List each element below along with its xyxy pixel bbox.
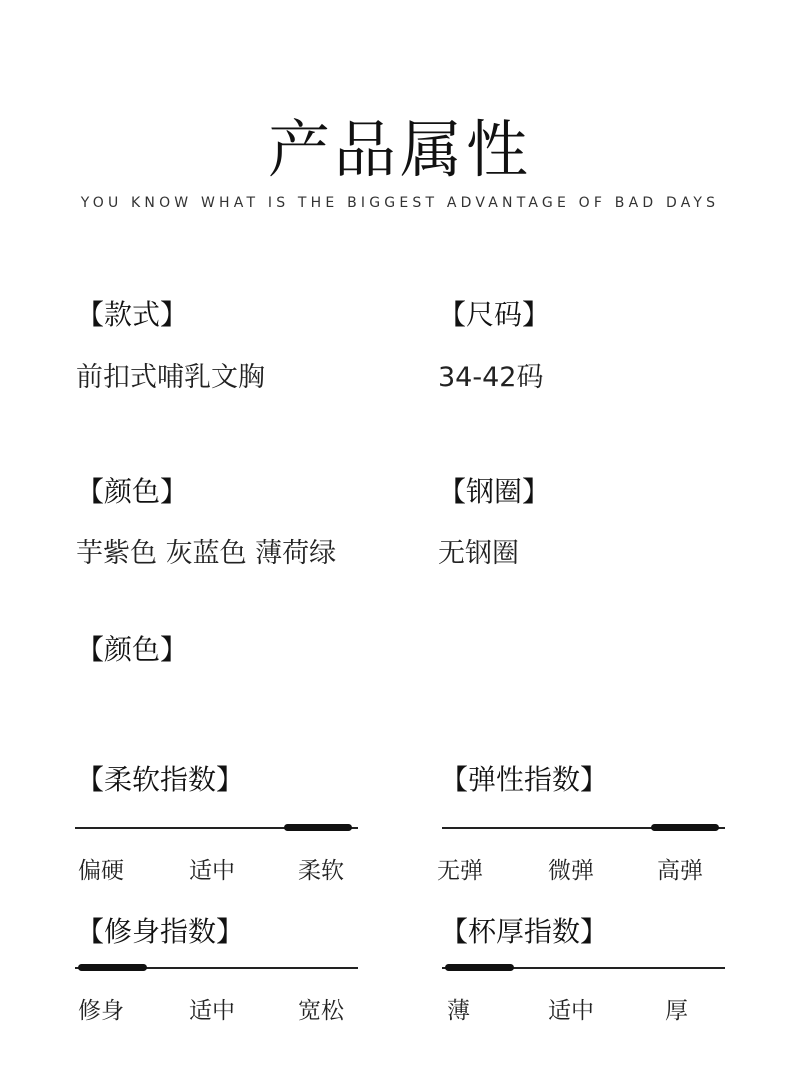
size-label: 【尺码】 xyxy=(438,298,551,331)
thickness-tick-high: 厚 xyxy=(665,998,688,1024)
fit-label: 【修身指数】 xyxy=(76,915,245,948)
fit-indicator xyxy=(78,964,147,971)
softness-tick-high: 柔软 xyxy=(298,858,344,884)
wire-label: 【钢圈】 xyxy=(438,475,551,508)
softness-tick-low: 偏硬 xyxy=(78,858,124,884)
thickness-tick-low: 薄 xyxy=(447,998,470,1024)
fit-tick-high: 宽松 xyxy=(298,998,344,1024)
softness-label: 【柔软指数】 xyxy=(76,763,245,796)
color-value: 芋紫色 灰蓝色 薄荷绿 xyxy=(76,538,337,569)
elasticity-tick-high: 高弹 xyxy=(657,858,703,884)
softness-tick-mid: 适中 xyxy=(189,858,235,884)
wire-value: 无钢圈 xyxy=(438,538,519,569)
thickness-indicator xyxy=(445,964,514,971)
fit-tick-low: 修身 xyxy=(78,998,124,1024)
color-label: 【颜色】 xyxy=(76,475,189,508)
style-value: 前扣式哺乳文胸 xyxy=(76,362,265,393)
softness-indicator xyxy=(284,824,352,831)
elasticity-indicator xyxy=(651,824,719,831)
page-subtitle: YOU KNOW WHAT IS THE BIGGEST ADVANTAGE OF BAD DAYS xyxy=(80,195,720,211)
style-label: 【款式】 xyxy=(76,298,189,331)
elasticity-tick-low: 无弹 xyxy=(437,858,483,884)
page-title: 产品属性 xyxy=(267,113,532,186)
thickness-label: 【杯厚指数】 xyxy=(440,915,609,948)
elasticity-label: 【弹性指数】 xyxy=(440,763,609,796)
color-label-2: 【颜色】 xyxy=(76,633,189,666)
size-value: 34-42码 xyxy=(438,362,544,393)
fit-tick-mid: 适中 xyxy=(189,998,235,1024)
thickness-tick-mid: 适中 xyxy=(548,998,594,1024)
elasticity-tick-mid: 微弹 xyxy=(548,858,594,884)
